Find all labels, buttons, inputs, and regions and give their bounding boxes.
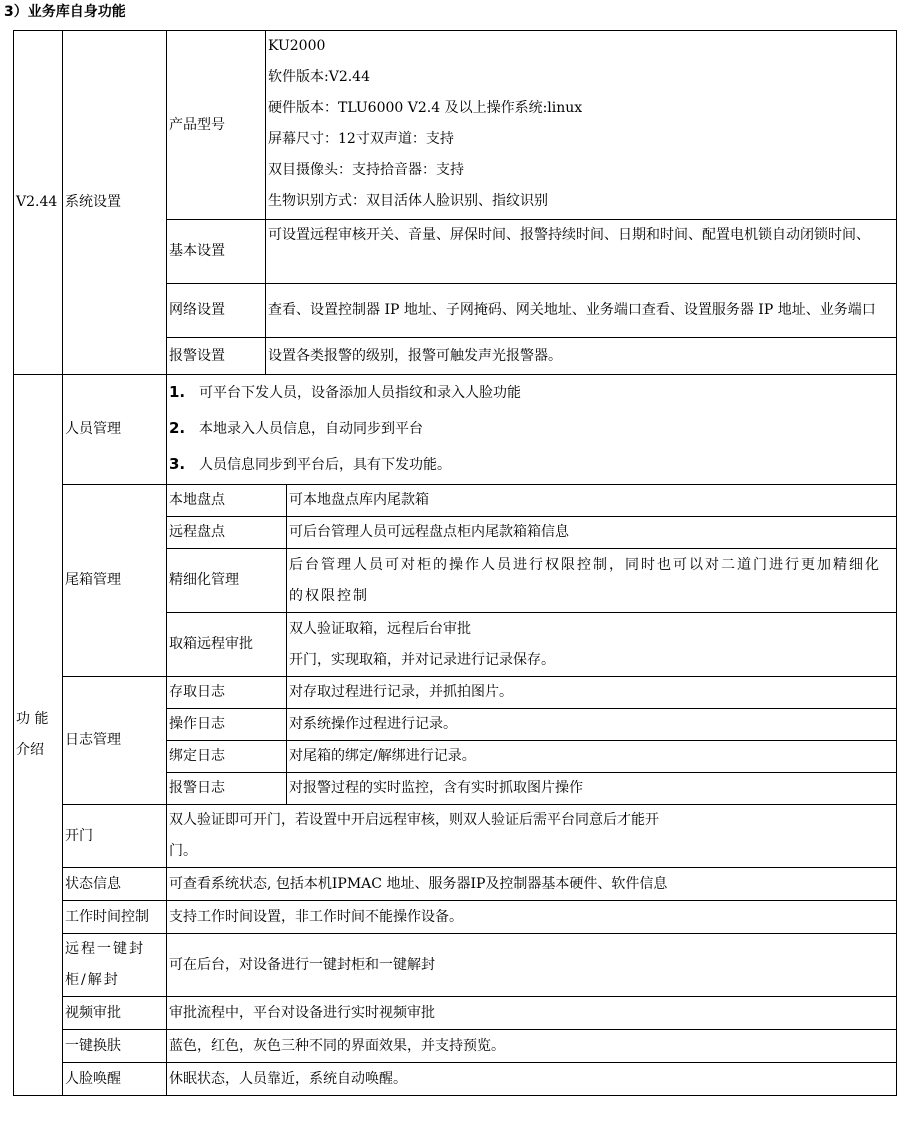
door-label: 开门 bbox=[63, 805, 167, 868]
features-label: 功 能介绍 bbox=[14, 375, 63, 1096]
tailbox-sub-text: 双人验证取箱，远程后台审批 开门，实现取箱，并对记录进行记录保存。 bbox=[287, 613, 897, 677]
log-sub-text: 对存取过程进行记录，并抓拍图片。 bbox=[287, 677, 897, 709]
remote-seal-text: 可在后台，对设备进行一键封柜和一键解封 bbox=[167, 934, 897, 997]
row-log-access bbox=[14, 677, 897, 709]
tailbox-sub-label: 远程盘点 bbox=[167, 517, 287, 549]
product-model-line: 屏幕尺寸：12寸双声道：支持 bbox=[268, 131, 454, 147]
face-wake-label: 人脸唤醒 bbox=[63, 1063, 167, 1096]
row-video-approval bbox=[14, 997, 897, 1030]
product-model-line: 软件版本:V2.44 bbox=[268, 69, 370, 85]
product-model-line: 硬件版本：TLU6000 V2.4 及以上操作系统:linux bbox=[268, 100, 583, 116]
personnel-label: 人员管理 bbox=[63, 375, 167, 485]
list-item: 2. 本地录入人员信息，自动同步到平台 bbox=[169, 419, 423, 437]
log-sub-label: 存取日志 bbox=[167, 677, 287, 709]
product-model-label: 产品型号 bbox=[167, 31, 266, 220]
logs-label: 日志管理 bbox=[63, 677, 167, 805]
product-model-details bbox=[266, 31, 897, 220]
skin-text: 蓝色，红色，灰色三种不同的界面效果，并支持预览。 bbox=[167, 1030, 897, 1063]
row-remote-seal bbox=[14, 934, 897, 997]
skin-label: 一键换肤 bbox=[63, 1030, 167, 1063]
version-cell: V2.44 bbox=[14, 31, 63, 375]
log-sub-label: 报警日志 bbox=[167, 773, 287, 805]
row-product-model bbox=[14, 31, 897, 220]
log-sub-label: 操作日志 bbox=[167, 709, 287, 741]
tailbox-sub-label: 取箱远程审批 bbox=[167, 613, 287, 677]
tailbox-sub-label: 精细化管理 bbox=[167, 549, 287, 613]
row-face-wake bbox=[14, 1063, 897, 1096]
list-item: 3. 人员信息同步到平台后，具有下发功能。 bbox=[169, 455, 451, 473]
video-approval-text: 审批流程中，平台对设备进行实时视频审批 bbox=[167, 997, 897, 1030]
product-model-line: KU2000 bbox=[268, 38, 326, 54]
section-heading: 3）业务库自身功能 bbox=[4, 4, 126, 20]
status-label: 状态信息 bbox=[63, 868, 167, 901]
row-personnel bbox=[14, 375, 897, 485]
worktime-text: 支持工作时间设置，非工作时间不能操作设备。 bbox=[167, 901, 897, 934]
tailbox-sub-text: 可本地盘点库内尾款箱 bbox=[287, 485, 897, 517]
face-wake-text: 休眠状态，人员靠近，系统自动唤醒。 bbox=[167, 1063, 897, 1096]
network-settings-text: 查看、设置控制器 IP 地址、子网掩码、网关地址、业务端口查看、设置服务器 IP 地址、业务端口 bbox=[266, 284, 897, 338]
log-sub-label: 绑定日志 bbox=[167, 741, 287, 773]
row-door bbox=[14, 805, 897, 868]
status-text: 可查看系统状态, 包括本机IPMAC 地址、服务器IP及控制器基本硬件、软件信息 bbox=[167, 868, 897, 901]
door-text: 双人验证即可开门，若设置中开启远程审核，则双人验证后需平台同意后才能开 门。 bbox=[167, 805, 897, 868]
row-skin bbox=[14, 1030, 897, 1063]
personnel-items bbox=[167, 375, 897, 485]
feature-table bbox=[13, 30, 897, 1096]
network-settings-label: 网络设置 bbox=[167, 284, 266, 338]
tailbox-sub-text: 后台管理人员可对柜的操作人员进行权限控制，同时也可以对二道门进行更加精细化 的权限控制 bbox=[287, 549, 897, 613]
tailbox-sub-text: 可后台管理人员可远程盘点柜内尾款箱箱信息 bbox=[287, 517, 897, 549]
video-approval-label: 视频审批 bbox=[63, 997, 167, 1030]
product-model-line: 双目摄像头：支持拾音器：支持 bbox=[268, 162, 464, 178]
remote-seal-label: 远程一键封柜/解封 bbox=[63, 934, 167, 997]
tailbox-label: 尾箱管理 bbox=[63, 485, 167, 677]
list-item: 1. 可平台下发人员，设备添加人员指纹和录入人脸功能 bbox=[169, 383, 521, 401]
basic-settings-text: 可设置远程审核开关、音量、屏保时间、报警持续时间、日期和时间、配置电机锁自动闭锁时间、 bbox=[266, 220, 897, 284]
basic-settings-label: 基本设置 bbox=[167, 220, 266, 284]
alarm-settings-text: 设置各类报警的级别，报警可触发声光报警器。 bbox=[266, 338, 897, 375]
worktime-label: 工作时间控制 bbox=[63, 901, 167, 934]
row-worktime bbox=[14, 901, 897, 934]
system-settings-cell: 系统设置 bbox=[63, 31, 167, 375]
log-sub-text: 对报警过程的实时监控，含有实时抓取图片操作 bbox=[287, 773, 897, 805]
row-status bbox=[14, 868, 897, 901]
product-model-line: 生物识别方式：双目活体人脸识别、指纹识别 bbox=[268, 193, 548, 209]
alarm-settings-label: 报警设置 bbox=[167, 338, 266, 375]
row-tailbox-local bbox=[14, 485, 897, 517]
log-sub-text: 对尾箱的绑定/解绑进行记录。 bbox=[287, 741, 897, 773]
log-sub-text: 对系统操作过程进行记录。 bbox=[287, 709, 897, 741]
tailbox-sub-label: 本地盘点 bbox=[167, 485, 287, 517]
